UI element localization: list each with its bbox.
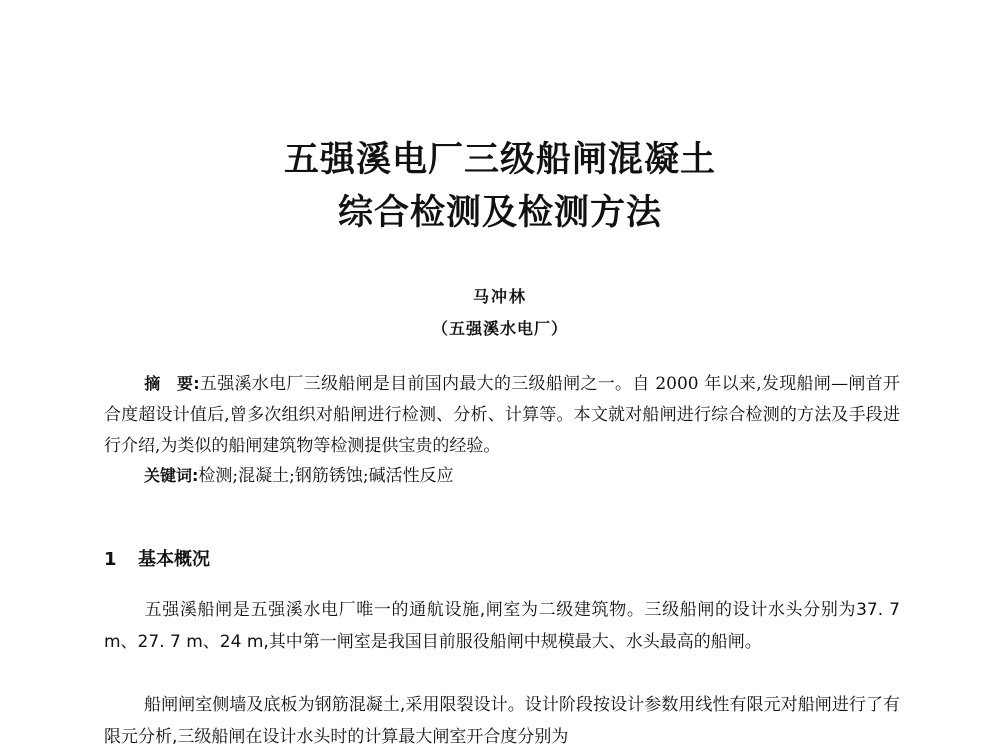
paper-title-line-1: 五强溪电厂三级船闸混凝土: [283, 140, 716, 180]
section-number: 1: [104, 549, 117, 570]
body-paragraph-2-text: 船闸闸室侧墙及底板为钢筋混凝土,采用限裂设计。设计阶段按设计参数用线性有限元对船闸进行了有限元分析,三级船闸在设计水头时的计算最大闸室开合度分别为: [104, 695, 900, 747]
author-affiliation: （五强溪水电厂）: [431, 319, 568, 338]
abstract-text: 五强溪水电厂三级船闸是目前国内最大的三级船闸之一。自 2000 年以来,发现船闸—闸首开合度超设计值后,曾多次组织对船闸进行检测、分析、计算等。本文就对船闸进行综合检测的方法及手段进行介绍,为类似的船闸建筑物等检测提供宝贵的经验。: [104, 374, 900, 456]
section-heading: [104, 545, 210, 571]
paper-title-line-2: 综合检测及检测方法: [337, 193, 662, 233]
keywords-label: 关键词:: [144, 466, 199, 485]
abstract-label: 摘 要:: [144, 374, 200, 393]
abstract: [104, 368, 900, 462]
body-paragraph: [104, 689, 900, 753]
body-paragraph: [104, 594, 900, 658]
body-paragraph-1-text: 五强溪船闸是五强溪水电厂唯一的通航设施,闸室为二级建筑物。三级船闸的设计水头分别为37. 7 m、27. 7 m、24 m,其中第一闸室是我国目前服役船闸中规模最大、水头最高的船闸。: [104, 600, 900, 652]
author-name: 马冲林: [472, 287, 527, 306]
section-title: 基本概况: [138, 549, 210, 570]
keywords-text: 检测;混凝土;钢筋锈蚀;碱活性反应: [198, 466, 454, 486]
keywords: [104, 460, 900, 492]
